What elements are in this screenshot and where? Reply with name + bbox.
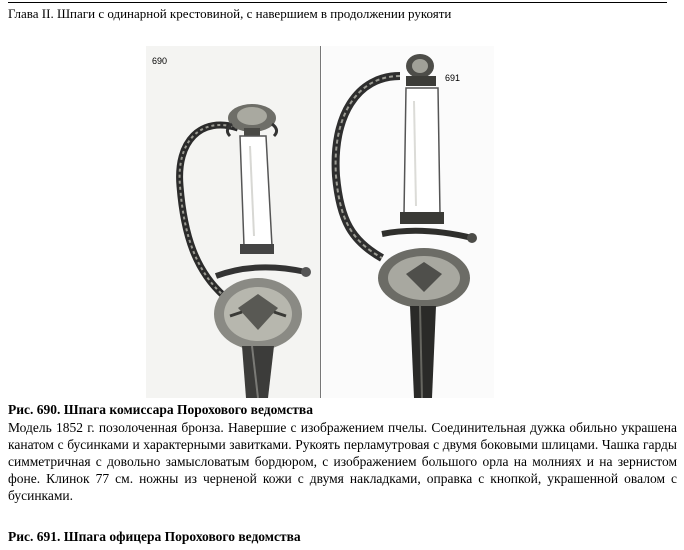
figure-691-caption-title: Рис. 691. Шпага офицера Порохового ведомства (8, 529, 301, 544)
figure-691-number: 691 (445, 73, 461, 83)
figure-690-photo (146, 46, 321, 398)
figure-690-caption-title: Рис. 690. Шпага комиссара Порохового ведомства (8, 402, 313, 417)
header-rule (8, 2, 667, 3)
page-header: Глава II. Шпаги с одинарной крестовиной, с навершием в продолжении рукояти (8, 6, 452, 21)
sword-691-illustration (322, 46, 494, 398)
figure-691-photo (322, 46, 494, 398)
figure-690-number: 690 (152, 56, 168, 66)
figure-690-caption-body: Модель 1852 г. позолоченная бронза. Навершие с изображением пчелы. Соединительная дужка обильно украшена канатом с бусинками и характерными завитками. Рукоять перламутровая с двумя боковыми шлицами. Чашка гарды симметричная с довольно замысловатым бордюром, с изображением большого орла на молниях и на зернистом фоне. Клинок 77 см. ножны из черненой кожи с двумя накладками, оправка с кнопкой, украшенной овалом с бусинками. (8, 420, 677, 503)
sword-690-illustration (146, 46, 320, 398)
